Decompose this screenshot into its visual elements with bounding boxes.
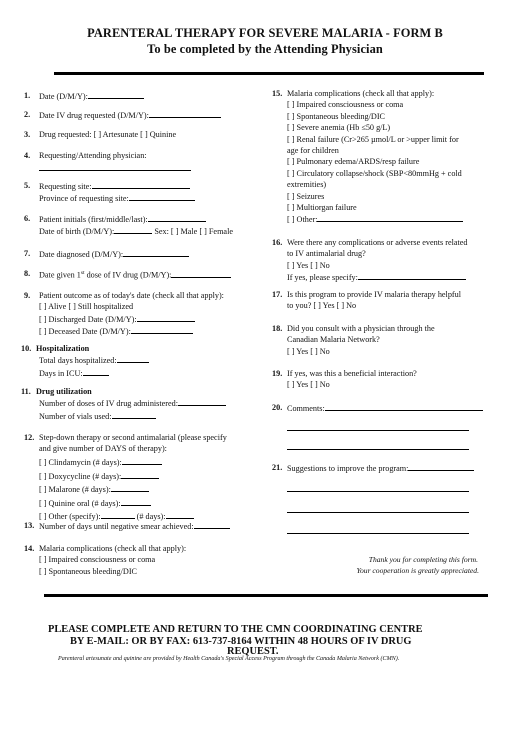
q2-label: Date IV drug requested (D/M/Y): [39, 111, 149, 120]
q15-option-anemia[interactable]: [ ] Severe anemia (Hb ≤50 g/L) [287, 123, 391, 133]
q12-option-other[interactable]: [ ] Other (specify): [39, 512, 101, 522]
q17-label: Is this program to provide IV malaria therapy helpful [287, 290, 462, 299]
q12-other-days-field[interactable] [166, 510, 194, 519]
q18-yes-no[interactable]: [ ] Yes [ ] No [287, 346, 330, 356]
q15-option-seizures[interactable]: [ ] Seizures [287, 191, 325, 201]
q9-option-alive[interactable]: [ ] Alive [ ] Still hospitalized [39, 302, 134, 312]
q21-suggestions-field-3[interactable] [287, 512, 469, 513]
thanks-line-2: Your cooperation is greatly appreciated. [356, 566, 479, 575]
q20-label: Comments: [287, 404, 325, 413]
q10-title: Hospitalization [36, 344, 90, 353]
q15-option-renal[interactable]: [ ] Renal failure (Cr>265 µmol/L or >upper limit for [287, 134, 459, 144]
q8-label-b: dose of IV drug (D/M/Y): [84, 270, 172, 280]
form-subtitle: To be completed by the Attending Physician [147, 42, 383, 56]
q12-number: 12. [24, 433, 35, 442]
q20-comments-field-2[interactable] [287, 430, 469, 431]
q10-number: 10. [21, 344, 32, 353]
q4-label: Requesting/Attending physician: [39, 151, 147, 160]
q21-label: Suggestions to improve the program: [287, 464, 409, 473]
q6-number: 6. [24, 214, 31, 223]
q19-label: If yes, was this a beneficial interaction? [287, 369, 417, 378]
q13-label: Number of days until negative smear achieved: [39, 522, 194, 531]
bottom-divider [44, 594, 488, 597]
q10-days-hospitalized-field[interactable] [117, 354, 149, 363]
q2-number: 2. [24, 110, 31, 119]
q5-label: Requesting site: [39, 182, 92, 191]
q9-discharged-date-field[interactable] [137, 313, 195, 322]
q10-days-icu-field[interactable] [83, 367, 109, 376]
q8-number: 8. [24, 269, 31, 278]
q13-number: 13. [24, 521, 35, 530]
q10-days-icu-label: Days in ICU: [39, 368, 83, 378]
q16-yes-no[interactable]: [ ] Yes [ ] No [287, 260, 330, 270]
q5-province-label: Province of requesting site: [39, 194, 129, 204]
q12-malarone-field[interactable] [111, 483, 149, 492]
q3-drug-options[interactable]: Drug requested: [ ] Artesunate [ ] Quinine [39, 130, 177, 139]
q21-suggestions-field-4[interactable] [287, 533, 469, 534]
q19-number: 19. [272, 369, 283, 378]
q12-label: Step-down therapy or second antimalarial (please specify [39, 433, 227, 442]
q11-title: Drug utilization [36, 387, 92, 396]
q5-number: 5. [24, 181, 31, 190]
q14-label: Malaria complications (check all that apply): [39, 544, 187, 553]
q5-site-field[interactable] [92, 180, 190, 189]
q2-date-field[interactable] [149, 109, 221, 118]
q8-date-field[interactable] [171, 269, 231, 278]
q6-sex-options[interactable]: Sex: [ ] Male [ ] Female [154, 227, 233, 237]
q12-doxycycline-field[interactable] [121, 470, 159, 479]
q15-option-multiorgan[interactable]: [ ] Multiorgan failure [287, 203, 357, 213]
q11-vials-label: Number of vials used: [39, 411, 112, 421]
q9-number: 9. [24, 291, 31, 300]
q9-option-deceased[interactable]: [ ] Deceased Date (D/M/Y): [39, 327, 131, 337]
q7-date-field[interactable] [123, 248, 189, 257]
q12-clindamycin-field[interactable] [122, 456, 162, 465]
q9-option-discharged[interactable]: [ ] Discharged Date (D/M/Y): [39, 314, 137, 324]
q12-option-clindamycin[interactable]: [ ] Clindamycin (# days): [39, 458, 122, 467]
q18-number: 18. [272, 324, 283, 333]
q8-superscript: st [80, 270, 85, 276]
q15-option-circulatory-cont: extremities) [287, 180, 327, 190]
q5-province-field[interactable] [129, 192, 195, 201]
q4-number: 4. [24, 151, 31, 160]
q16-number: 16. [272, 238, 283, 247]
q15-option-impaired[interactable]: [ ] Impaired consciousness or coma [287, 100, 404, 110]
q13-days-field[interactable] [194, 520, 230, 529]
q6-dob-field[interactable] [114, 225, 152, 234]
thanks-line-1: Thank you for completing this form. [368, 555, 478, 564]
q15-number: 15. [272, 89, 283, 98]
q18-label: Did you consult with a physician through the [287, 324, 435, 333]
q7-label: Date diagnosed (D/M/Y): [39, 250, 124, 259]
q15-option-other[interactable]: [ ] Other: [287, 215, 318, 225]
q15-option-bleeding[interactable]: [ ] Spontaneous bleeding/DIC [287, 111, 386, 121]
footer-note: Parenteral artesunate and quinine are provided by Health Canada's Special Access Program through the Canada Malaria Network (CMN). [58, 656, 400, 662]
q9-label: Patient outcome as of today's date (check all that apply): [39, 291, 224, 300]
footer-line-1: PLEASE COMPLETE AND RETURN TO THE CMN COORDINATING CENTRE [48, 624, 423, 635]
q12-option-malarone[interactable]: [ ] Malarone (# days): [39, 485, 111, 495]
q14-number: 14. [24, 544, 35, 553]
q3-number: 3. [24, 130, 31, 139]
q15-label: Malaria complications (check all that apply): [287, 89, 435, 98]
q15-option-circulatory[interactable]: [ ] Circulatory collapse/shock (SBP<80mmHg + cold [287, 168, 462, 178]
q10-days-hospitalized-label: Total days hospitalized: [39, 356, 117, 366]
q21-number: 21. [272, 463, 283, 472]
footer-line-3: REQUEST. [227, 646, 279, 657]
q11-vials-field[interactable] [112, 410, 156, 419]
q1-date-field[interactable] [88, 90, 144, 99]
q9-deceased-date-field[interactable] [131, 325, 193, 334]
q16-specify-field[interactable] [358, 271, 466, 280]
q18-label-cont: Canadian Malaria Network? [287, 335, 380, 345]
q4-physician-field[interactable] [39, 170, 191, 171]
q6-initials-field[interactable] [148, 213, 206, 222]
q20-comments-field-1[interactable] [325, 402, 483, 411]
q11-number: 11. [21, 387, 31, 396]
q16-label: Were there any complications or adverse events related [287, 238, 468, 247]
q12-option-doxycycline[interactable]: [ ] Doxycycline (# days): [39, 471, 122, 481]
q8-label-a: Date given 1 [39, 270, 81, 280]
q6-label: Patient initials (first/middle/last): [39, 215, 148, 224]
q21-suggestions-field-2[interactable] [287, 491, 469, 492]
q12-other-specify-field[interactable] [101, 510, 135, 519]
q11-doses-label: Number of doses of IV drug administered: [39, 399, 179, 409]
q16-specify-label: If yes, please specify: [287, 273, 358, 283]
q17-label-cont[interactable]: to you? [ ] Yes [ ] No [287, 301, 357, 311]
form-title: PARENTERAL THERAPY FOR SEVERE MALARIA - FORM B [87, 26, 443, 40]
q12-label-cont: and give number of DAYS of therapy): [39, 444, 167, 454]
q7-number: 7. [24, 249, 31, 258]
q1-number: 1. [24, 91, 31, 100]
q14-option-bleeding[interactable]: [ ] Spontaneous bleeding/DIC [39, 566, 138, 576]
q12-other-days-label: (# days): [136, 512, 166, 522]
q16-label-cont: to IV antimalarial drug? [287, 249, 366, 259]
footer-line-2: BY E-MAIL: OR BY FAX: 613-737-8164 WITHIN 48 HOURS OF IV DRUG [70, 636, 412, 647]
q19-yes-no[interactable]: [ ] Yes [ ] No [287, 380, 330, 390]
q21-suggestions-field-1[interactable] [408, 462, 474, 471]
q20-comments-field-3[interactable] [287, 449, 469, 450]
q15-option-renal-cont: age for children [287, 146, 339, 156]
q15-other-field[interactable] [317, 213, 463, 222]
q12-option-quinine-oral[interactable]: [ ] Quinine oral (# days): [39, 498, 121, 508]
q1-label: Date (D/M/Y): [39, 92, 88, 101]
q14-option-impaired[interactable]: [ ] Impaired consciousness or coma [39, 555, 156, 565]
q11-doses-field[interactable] [178, 397, 226, 406]
q17-number: 17. [272, 290, 283, 299]
q12-quinine-oral-field[interactable] [121, 497, 151, 506]
q20-number: 20. [272, 403, 283, 412]
q6-dob-label: Date of birth (D/M/Y): [39, 227, 115, 237]
q15-option-pulmonary[interactable]: [ ] Pulmonary edema/ARDS/resp failure [287, 157, 420, 167]
